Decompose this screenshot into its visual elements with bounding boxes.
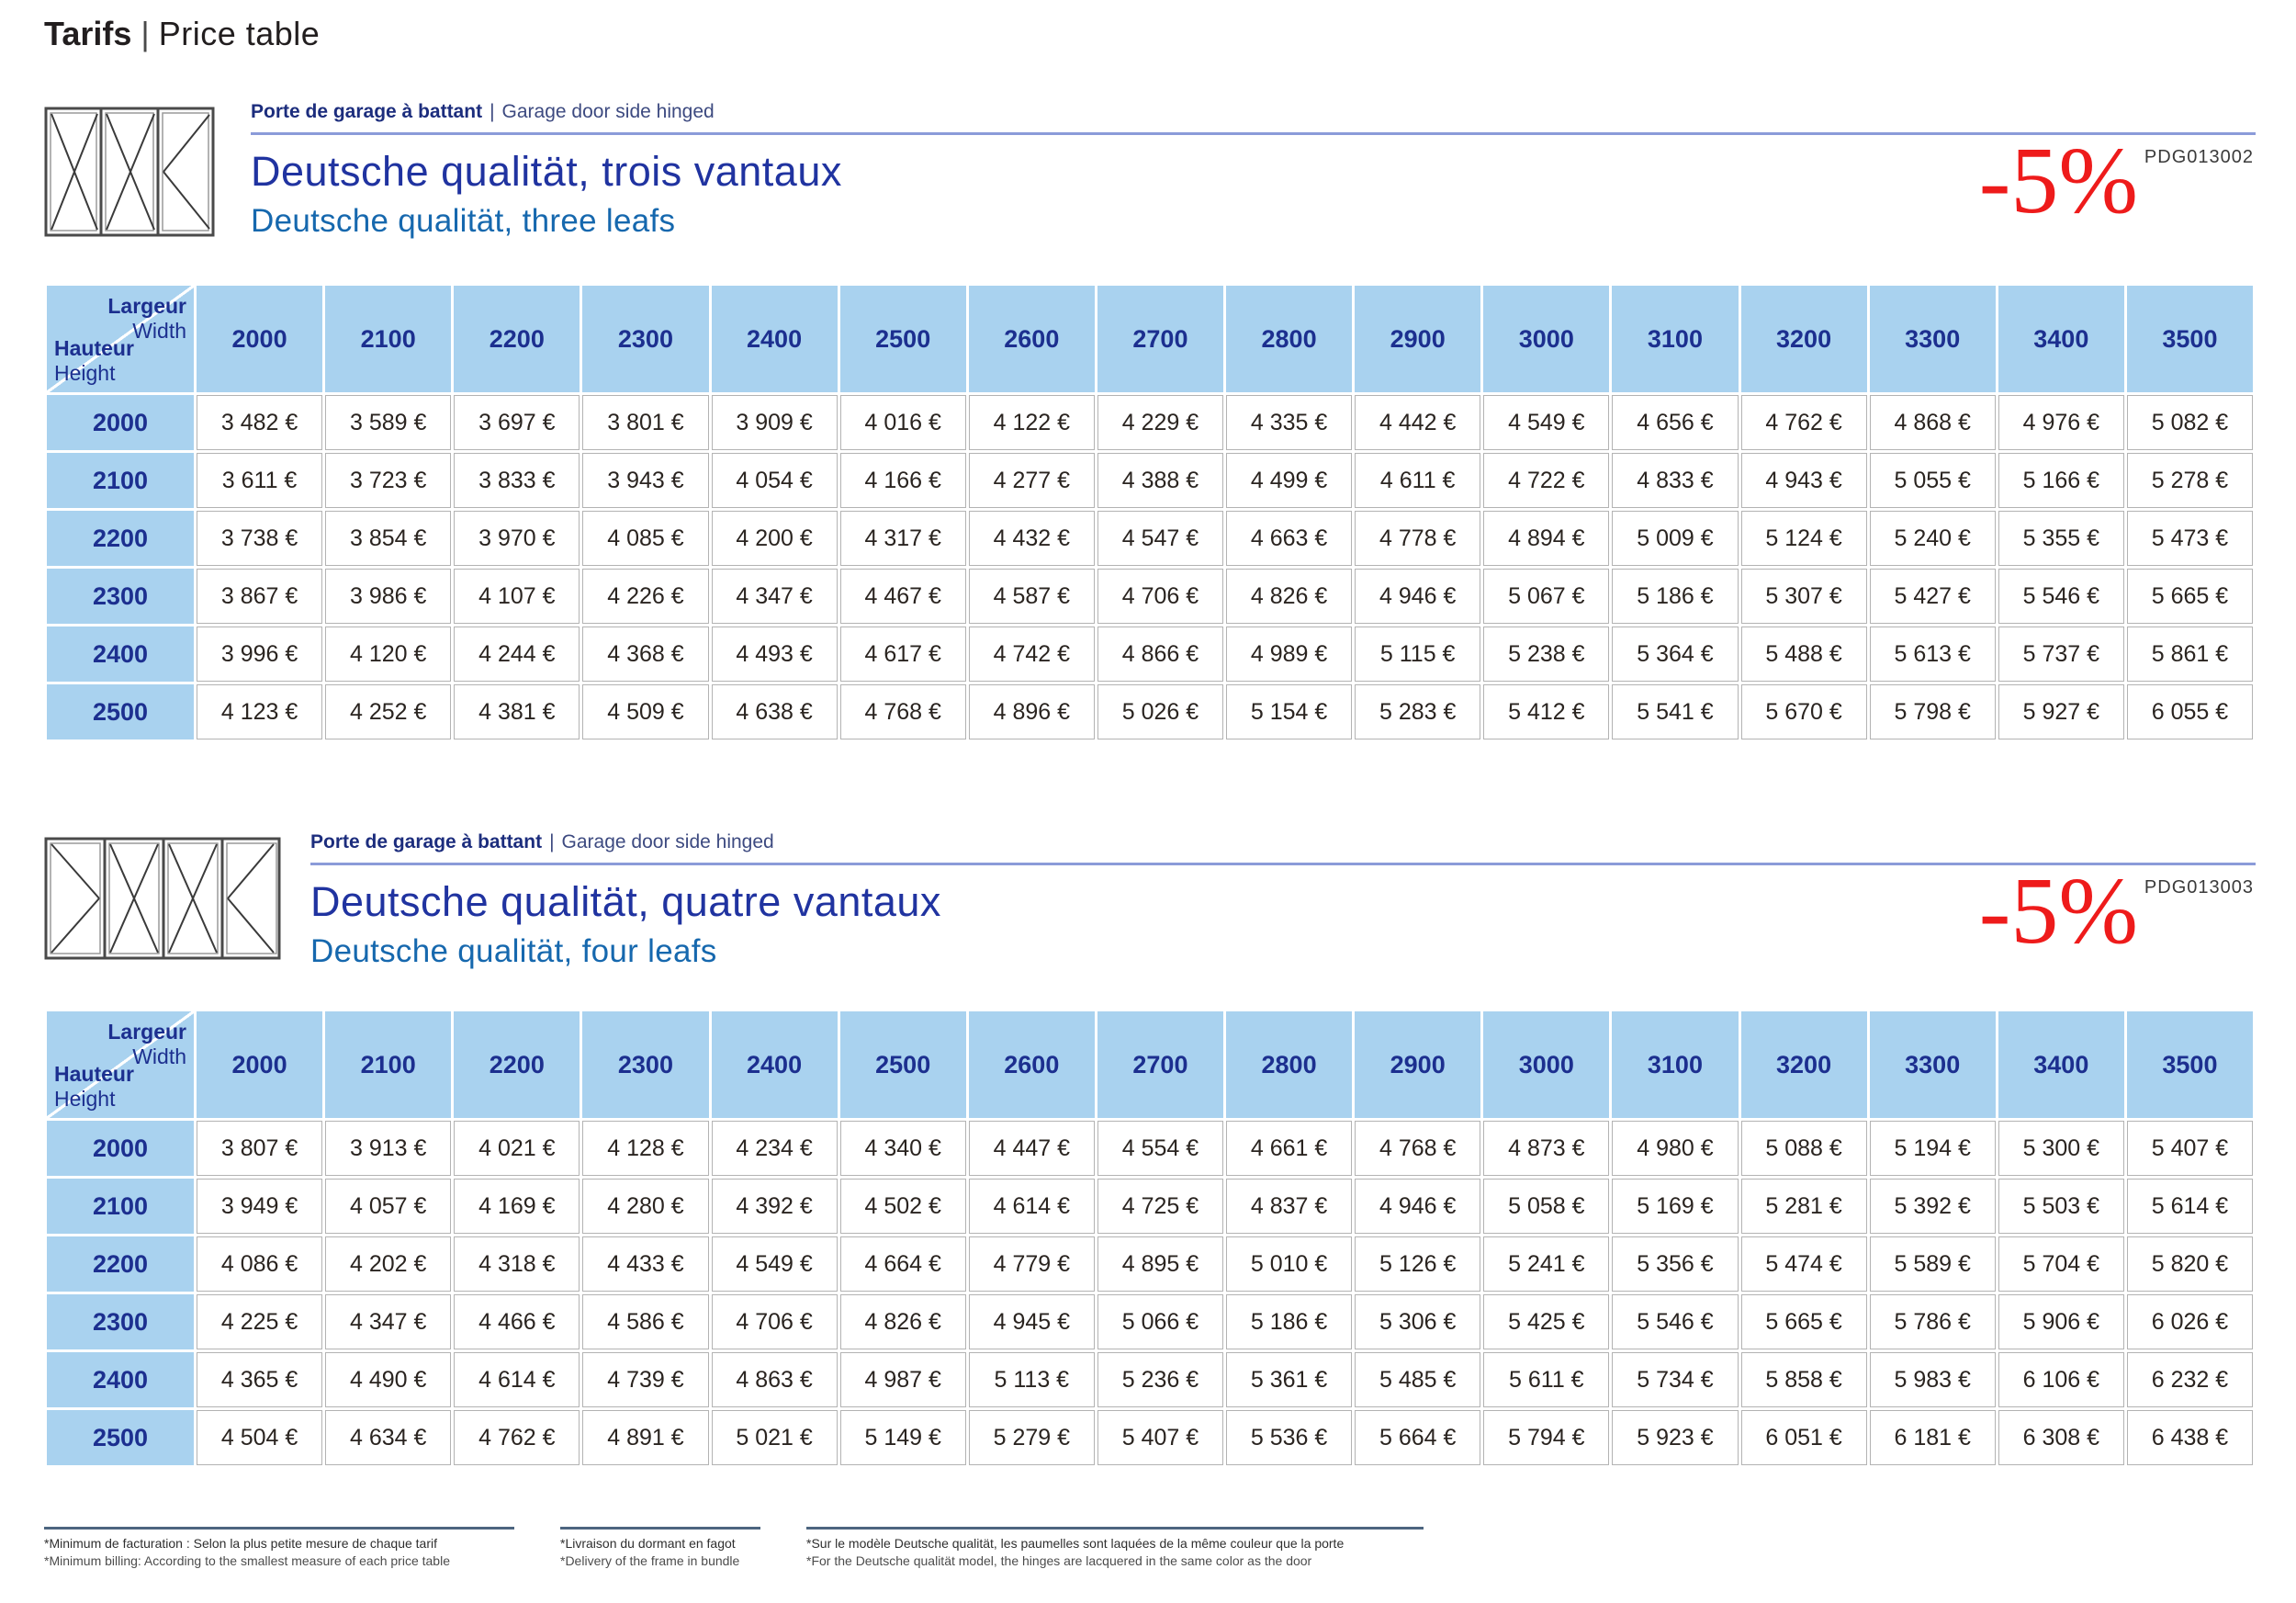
width-column-header: 2000: [197, 1011, 322, 1118]
garage-door-3-leaf-icon: [44, 107, 215, 237]
price-cell: 5 067 €: [1483, 569, 1609, 624]
height-row-header: 2200: [47, 1236, 194, 1292]
price-cell: 4 778 €: [1355, 511, 1480, 566]
price-cell: 5 425 €: [1483, 1294, 1609, 1349]
price-cell: 4 980 €: [1612, 1121, 1738, 1176]
price-cell: 5 361 €: [1226, 1352, 1352, 1407]
price-cell: 5 541 €: [1612, 684, 1738, 739]
price-cell: 4 202 €: [325, 1236, 451, 1292]
width-column-header: 2000: [197, 286, 322, 392]
corner-width-label: Largeur Width: [107, 294, 186, 344]
price-cell: 5 488 €: [1741, 627, 1867, 682]
price-cell: 5 283 €: [1355, 684, 1480, 739]
height-row-header: 2000: [47, 395, 194, 450]
price-cell: 4 368 €: [582, 627, 708, 682]
price-row: [47, 1294, 2253, 1349]
price-cell: 4 432 €: [969, 511, 1095, 566]
divider-line: [251, 132, 2256, 135]
price-cell: 5 300 €: [1998, 1121, 2124, 1176]
height-row-header: 2400: [47, 627, 194, 682]
price-cell: 4 587 €: [969, 569, 1095, 624]
price-cell: 4 120 €: [325, 627, 451, 682]
price-row: [47, 1121, 2253, 1176]
price-cell: 5 923 €: [1612, 1410, 1738, 1465]
width-column-header: 2700: [1097, 1011, 1223, 1118]
width-column-header: 2700: [1097, 286, 1223, 392]
price-cell: 5 009 €: [1612, 511, 1738, 566]
price-cell: 4 614 €: [454, 1352, 580, 1407]
price-cell: 5 021 €: [712, 1410, 838, 1465]
price-cell: 4 706 €: [1097, 569, 1223, 624]
price-cell: 5 474 €: [1741, 1236, 1867, 1292]
width-column-header: 2500: [840, 1011, 966, 1118]
price-cell: 4 509 €: [582, 684, 708, 739]
price-cell: 5 082 €: [2127, 395, 2253, 450]
price-cell: 4 863 €: [712, 1352, 838, 1407]
price-cell: 5 407 €: [2127, 1121, 2253, 1176]
price-cell: 4 347 €: [325, 1294, 451, 1349]
corner-header-cell: [47, 286, 194, 392]
price-cell: 3 867 €: [197, 569, 322, 624]
price-cell: 4 896 €: [969, 684, 1095, 739]
price-cell: 5 240 €: [1870, 511, 1996, 566]
product-separator: |: [549, 831, 555, 852]
price-cell: 6 051 €: [1741, 1410, 1867, 1465]
section-subtitle: Deutsche qualität, three leafs: [251, 203, 676, 239]
price-cell: 5 546 €: [1998, 569, 2124, 624]
product-line: [251, 101, 2256, 123]
price-cell: 4 054 €: [712, 453, 838, 508]
price-cell: 5 115 €: [1355, 627, 1480, 682]
price-cell: 4 661 €: [1226, 1121, 1352, 1176]
price-cell: 4 946 €: [1355, 569, 1480, 624]
corner-width-label: Largeur Width: [107, 1020, 186, 1069]
price-cell: 5 427 €: [1870, 569, 1996, 624]
price-cell: 5 058 €: [1483, 1179, 1609, 1234]
price-cell: 4 200 €: [712, 511, 838, 566]
price-row: [47, 569, 2253, 624]
price-cell: 4 742 €: [969, 627, 1095, 682]
width-column-header: 3400: [1998, 286, 2124, 392]
price-cell: 4 229 €: [1097, 395, 1223, 450]
height-row-header: 2200: [47, 511, 194, 566]
price-cell: 5 088 €: [1741, 1121, 1867, 1176]
price-cell: 6 308 €: [1998, 1410, 2124, 1465]
width-column-header: 2600: [969, 1011, 1095, 1118]
product-name-en: Garage door side hinged: [561, 831, 774, 852]
price-cell: 5 149 €: [840, 1410, 966, 1465]
price-cell: 4 467 €: [840, 569, 966, 624]
price-cell: 4 502 €: [840, 1179, 966, 1234]
price-cell: 5 820 €: [2127, 1236, 2253, 1292]
price-cell: 5 412 €: [1483, 684, 1609, 739]
price-cell: 4 493 €: [712, 627, 838, 682]
price-cell: 4 225 €: [197, 1294, 322, 1349]
width-column-header: 2100: [325, 286, 451, 392]
height-row-header: 2300: [47, 569, 194, 624]
price-cell: 4 826 €: [1226, 569, 1352, 624]
price-cell: 5 737 €: [1998, 627, 2124, 682]
price-cell: 5 241 €: [1483, 1236, 1609, 1292]
price-cell: 4 466 €: [454, 1294, 580, 1349]
width-column-header: 3100: [1612, 286, 1738, 392]
page-title-separator: |: [141, 15, 150, 52]
width-column-header: 2800: [1226, 1011, 1352, 1118]
price-cell: 3 589 €: [325, 395, 451, 450]
product-code: PDG013003: [2144, 877, 2254, 897]
price-cell: 4 433 €: [582, 1236, 708, 1292]
price-cell: 4 252 €: [325, 684, 451, 739]
price-cell: 4 365 €: [197, 1352, 322, 1407]
width-column-header: 2800: [1226, 286, 1352, 392]
price-cell: 5 307 €: [1741, 569, 1867, 624]
price-cell: 4 663 €: [1226, 511, 1352, 566]
width-column-header: 3400: [1998, 1011, 2124, 1118]
product-name-en: Garage door side hinged: [501, 101, 715, 122]
price-cell: 4 547 €: [1097, 511, 1223, 566]
price-cell: 5 485 €: [1355, 1352, 1480, 1407]
price-cell: 5 927 €: [1998, 684, 2124, 739]
garage-door-4-leaf-icon: [44, 837, 281, 960]
section-title: Deutsche qualität, trois vantaux: [251, 148, 842, 195]
price-row: [47, 627, 2253, 682]
price-cell: 4 946 €: [1355, 1179, 1480, 1234]
footnote-fr: *Livraison du dormant en fagot: [560, 1536, 736, 1551]
width-column-header: 2500: [840, 286, 966, 392]
discount-badge: -5%: [1978, 858, 2138, 964]
price-cell: 3 611 €: [197, 453, 322, 508]
price-cell: 4 866 €: [1097, 627, 1223, 682]
price-cell: 5 356 €: [1612, 1236, 1738, 1292]
price-cell: 4 335 €: [1226, 395, 1352, 450]
price-cell: 5 392 €: [1870, 1179, 1996, 1234]
width-column-header: 2300: [582, 1011, 708, 1118]
section-subtitle: Deutsche qualität, four leafs: [310, 933, 717, 969]
price-cell: 5 278 €: [2127, 453, 2253, 508]
price-cell: 5 186 €: [1226, 1294, 1352, 1349]
price-cell: 4 634 €: [325, 1410, 451, 1465]
price-cell: 5 786 €: [1870, 1294, 1996, 1349]
price-cell: 4 868 €: [1870, 395, 1996, 450]
price-cell: 4 123 €: [197, 684, 322, 739]
price-cell: 5 734 €: [1612, 1352, 1738, 1407]
price-cell: 5 236 €: [1097, 1352, 1223, 1407]
price-cell: 4 244 €: [454, 627, 580, 682]
section-header-text: [310, 831, 2256, 970]
price-cell: 4 021 €: [454, 1121, 580, 1176]
section-header-text: [251, 101, 2256, 240]
price-cell: 5 355 €: [1998, 511, 2124, 566]
price-cell: 6 106 €: [1998, 1352, 2124, 1407]
price-cell: 3 986 €: [325, 569, 451, 624]
price-cell: 6 026 €: [2127, 1294, 2253, 1349]
width-column-header: 2200: [454, 1011, 580, 1118]
product-line: [310, 831, 2256, 853]
price-cell: 3 854 €: [325, 511, 451, 566]
price-cell: 5 154 €: [1226, 684, 1352, 739]
height-row-header: 2400: [47, 1352, 194, 1407]
price-cell: 5 858 €: [1741, 1352, 1867, 1407]
price-cell: 5 010 €: [1226, 1236, 1352, 1292]
price-cell: 5 166 €: [1998, 453, 2124, 508]
price-cell: 5 407 €: [1097, 1410, 1223, 1465]
price-cell: 5 861 €: [2127, 627, 2253, 682]
price-cell: 5 186 €: [1612, 569, 1738, 624]
price-cell: 4 586 €: [582, 1294, 708, 1349]
footnote-fr: *Sur le modèle Deutsche qualität, les paumelles sont laquées de la même couleur que la porte: [806, 1536, 1345, 1551]
price-cell: 3 949 €: [197, 1179, 322, 1234]
width-column-header: 2600: [969, 286, 1095, 392]
price-cell: 3 943 €: [582, 453, 708, 508]
price-row: [47, 1352, 2253, 1407]
price-cell: 5 281 €: [1741, 1179, 1867, 1234]
footnote-en: *For the Deutsche qualität model, the hinges are lacquered in the same color as the door: [806, 1552, 1312, 1568]
price-cell: 5 798 €: [1870, 684, 1996, 739]
height-row-header: 2100: [47, 453, 194, 508]
width-column-header: 3300: [1870, 286, 1996, 392]
price-table-three-leafs: [44, 283, 2256, 742]
price-cell: 4 873 €: [1483, 1121, 1609, 1176]
footnotes: [44, 1527, 1424, 1570]
product-name-fr: Porte de garage à battant: [310, 831, 543, 852]
price-cell: 3 970 €: [454, 511, 580, 566]
price-cell: 4 976 €: [1998, 395, 2124, 450]
price-cell: 4 122 €: [969, 395, 1095, 450]
price-row: [47, 1410, 2253, 1465]
page-title-fr: Tarifs: [44, 15, 132, 52]
price-cell: 4 128 €: [582, 1121, 708, 1176]
price-cell: 4 166 €: [840, 453, 966, 508]
width-column-header: 2400: [712, 1011, 838, 1118]
price-table-four-leafs: [44, 1009, 2256, 1468]
price-cell: 4 549 €: [712, 1236, 838, 1292]
price-cell: 6 055 €: [2127, 684, 2253, 739]
price-cell: 4 016 €: [840, 395, 966, 450]
price-cell: 4 340 €: [840, 1121, 966, 1176]
footnote-hinges-color: [806, 1527, 1424, 1570]
footnote-fr: *Minimum de facturation : Selon la plus petite mesure de chaque tarif: [44, 1536, 438, 1551]
price-cell: 4 381 €: [454, 684, 580, 739]
price-cell: 5 664 €: [1355, 1410, 1480, 1465]
price-cell: 5 614 €: [2127, 1179, 2253, 1234]
price-cell: 4 614 €: [969, 1179, 1095, 1234]
price-row: [47, 511, 2253, 566]
price-cell: 5 589 €: [1870, 1236, 1996, 1292]
price-cell: 5 306 €: [1355, 1294, 1480, 1349]
price-cell: 3 697 €: [454, 395, 580, 450]
price-cell: 4 945 €: [969, 1294, 1095, 1349]
height-row-header: 2000: [47, 1121, 194, 1176]
section-header-four-leafs: [44, 830, 2256, 1013]
width-column-header: 2300: [582, 286, 708, 392]
price-cell: 6 438 €: [2127, 1410, 2253, 1465]
price-cell: 4 611 €: [1355, 453, 1480, 508]
price-cell: 5 124 €: [1741, 511, 1867, 566]
discount-badge: -5%: [1978, 128, 2138, 233]
section-header-three-leafs: [44, 99, 2256, 283]
page-title: [44, 15, 320, 53]
price-cell: 4 762 €: [1741, 395, 1867, 450]
price-row: [47, 1236, 2253, 1292]
price-cell: 4 277 €: [969, 453, 1095, 508]
price-cell: 4 490 €: [325, 1352, 451, 1407]
price-cell: 4 989 €: [1226, 627, 1352, 682]
footnote-en: *Minimum billing: According to the smallest measure of each price table: [44, 1552, 450, 1568]
price-cell: 4 086 €: [197, 1236, 322, 1292]
price-cell: 5 503 €: [1998, 1179, 2124, 1234]
price-cell: 4 739 €: [582, 1352, 708, 1407]
price-cell: 5 279 €: [969, 1410, 1095, 1465]
price-cell: 4 891 €: [582, 1410, 708, 1465]
width-column-header: 2900: [1355, 1011, 1480, 1118]
price-cell: 4 826 €: [840, 1294, 966, 1349]
corner-height-label: Hauteur Height: [54, 335, 134, 385]
price-cell: 4 392 €: [712, 1179, 838, 1234]
product-code: PDG013002: [2144, 147, 2254, 167]
page-title-en: Price table: [158, 15, 321, 52]
price-cell: 5 066 €: [1097, 1294, 1223, 1349]
price-cell: 4 347 €: [712, 569, 838, 624]
section-title: Deutsche qualität, quatre vantaux: [310, 878, 941, 925]
price-cell: 5 055 €: [1870, 453, 1996, 508]
width-column-header: 3100: [1612, 1011, 1738, 1118]
price-cell: 3 913 €: [325, 1121, 451, 1176]
price-cell: 5 238 €: [1483, 627, 1609, 682]
price-cell: 4 388 €: [1097, 453, 1223, 508]
price-cell: 4 762 €: [454, 1410, 580, 1465]
price-cell: 4 725 €: [1097, 1179, 1223, 1234]
footnote-frame-delivery: [560, 1527, 760, 1570]
price-cell: 4 057 €: [325, 1179, 451, 1234]
price-cell: 4 549 €: [1483, 395, 1609, 450]
price-cell: 4 664 €: [840, 1236, 966, 1292]
price-cell: 3 801 €: [582, 395, 708, 450]
price-cell: 5 794 €: [1483, 1410, 1609, 1465]
price-cell: 5 613 €: [1870, 627, 1996, 682]
price-cell: 4 107 €: [454, 569, 580, 624]
price-cell: 5 126 €: [1355, 1236, 1480, 1292]
price-cell: 5 665 €: [1741, 1294, 1867, 1349]
price-cell: 4 234 €: [712, 1121, 838, 1176]
price-cell: 3 909 €: [712, 395, 838, 450]
width-column-header: 3500: [2127, 1011, 2253, 1118]
width-column-header: 2400: [712, 286, 838, 392]
price-cell: 5 546 €: [1612, 1294, 1738, 1349]
price-cell: 3 807 €: [197, 1121, 322, 1176]
height-row-header: 2500: [47, 684, 194, 739]
price-cell: 4 833 €: [1612, 453, 1738, 508]
price-cell: 5 113 €: [969, 1352, 1095, 1407]
divider-line: [310, 863, 2256, 865]
height-row-header: 2300: [47, 1294, 194, 1349]
price-cell: 4 226 €: [582, 569, 708, 624]
footnote-minimum-billing: [44, 1527, 514, 1570]
width-column-header: 2100: [325, 1011, 451, 1118]
price-cell: 5 670 €: [1741, 684, 1867, 739]
price-cell: 4 894 €: [1483, 511, 1609, 566]
price-row: [47, 684, 2253, 739]
price-cell: 4 837 €: [1226, 1179, 1352, 1234]
price-cell: 3 996 €: [197, 627, 322, 682]
price-cell: 4 617 €: [840, 627, 966, 682]
price-row: [47, 453, 2253, 508]
price-cell: 4 768 €: [1355, 1121, 1480, 1176]
price-cell: 3 833 €: [454, 453, 580, 508]
price-cell: 4 656 €: [1612, 395, 1738, 450]
product-name-fr: Porte de garage à battant: [251, 101, 483, 122]
width-column-header: 3300: [1870, 1011, 1996, 1118]
width-column-header: 3500: [2127, 286, 2253, 392]
price-cell: 4 638 €: [712, 684, 838, 739]
price-cell: 4 943 €: [1741, 453, 1867, 508]
price-cell: 4 722 €: [1483, 453, 1609, 508]
width-column-header: 3200: [1741, 286, 1867, 392]
price-cell: 5 536 €: [1226, 1410, 1352, 1465]
price-cell: 5 473 €: [2127, 511, 2253, 566]
price-cell: 4 499 €: [1226, 453, 1352, 508]
height-row-header: 2500: [47, 1410, 194, 1465]
price-row: [47, 1179, 2253, 1234]
price-cell: 5 665 €: [2127, 569, 2253, 624]
price-cell: 4 318 €: [454, 1236, 580, 1292]
product-separator: |: [490, 101, 495, 122]
price-cell: 5 364 €: [1612, 627, 1738, 682]
price-cell: 4 895 €: [1097, 1236, 1223, 1292]
height-row-header: 2100: [47, 1179, 194, 1234]
width-column-header: 3200: [1741, 1011, 1867, 1118]
price-cell: 3 482 €: [197, 395, 322, 450]
price-cell: 5 169 €: [1612, 1179, 1738, 1234]
price-cell: 3 738 €: [197, 511, 322, 566]
price-cell: 4 317 €: [840, 511, 966, 566]
price-cell: 6 232 €: [2127, 1352, 2253, 1407]
price-cell: 5 983 €: [1870, 1352, 1996, 1407]
price-cell: 6 181 €: [1870, 1410, 1996, 1465]
price-cell: 4 706 €: [712, 1294, 838, 1349]
price-cell: 4 779 €: [969, 1236, 1095, 1292]
price-cell: 4 504 €: [197, 1410, 322, 1465]
price-cell: 5 194 €: [1870, 1121, 1996, 1176]
price-cell: 4 987 €: [840, 1352, 966, 1407]
price-cell: 4 280 €: [582, 1179, 708, 1234]
price-cell: 4 447 €: [969, 1121, 1095, 1176]
price-cell: 4 768 €: [840, 684, 966, 739]
corner-header-cell: [47, 1011, 194, 1118]
price-cell: 4 442 €: [1355, 395, 1480, 450]
footnote-en: *Delivery of the frame in bundle: [560, 1552, 740, 1568]
price-cell: 4 554 €: [1097, 1121, 1223, 1176]
width-column-header: 3000: [1483, 286, 1609, 392]
price-cell: 3 723 €: [325, 453, 451, 508]
width-column-header: 3000: [1483, 1011, 1609, 1118]
width-column-header: 2200: [454, 286, 580, 392]
price-cell: 5 906 €: [1998, 1294, 2124, 1349]
price-cell: 4 169 €: [454, 1179, 580, 1234]
price-row: [47, 395, 2253, 450]
price-cell: 4 085 €: [582, 511, 708, 566]
corner-height-label: Hauteur Height: [54, 1061, 134, 1111]
price-cell: 5 704 €: [1998, 1236, 2124, 1292]
width-column-header: 2900: [1355, 286, 1480, 392]
price-cell: 5 611 €: [1483, 1352, 1609, 1407]
price-cell: 5 026 €: [1097, 684, 1223, 739]
